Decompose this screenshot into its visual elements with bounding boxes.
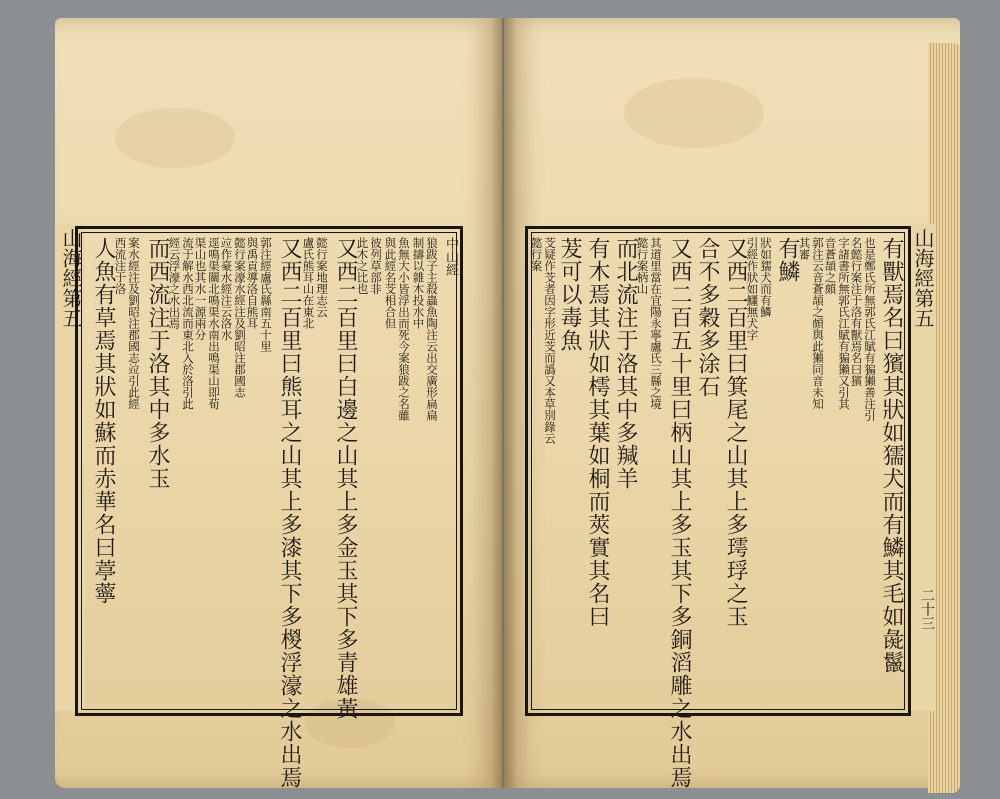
open-book: [55, 18, 960, 788]
right-main-col-2: 又西二百里曰箕尾之山其上多㻬琈之玉: [723, 237, 748, 628]
folio-number: 二十三: [919, 588, 935, 630]
left-note-2: 彼列草部非 此木之比也: [355, 237, 383, 295]
right-main-col-3: 合不多穀多涂石: [695, 237, 720, 398]
right-main-col-7: 茇可以毒魚: [557, 237, 582, 352]
left-note-1: 魚無大小皆浮出而死今案狼跋之名雖 與此經名芠相合但: [383, 237, 411, 421]
left-note-3: 懿行案地理志云 盧氏熊耳山在東北: [301, 237, 329, 329]
left-note-0: 狼跋子主殺蟲魚陶注云出交廣形扁扁 制擣以雜木投水中: [411, 237, 439, 421]
left-main-col-2: 人魚有草焉其狀如蘇而赤華名曰葶薴: [91, 237, 116, 605]
left-note-7: 流于解水西北流而東北入於洛引此 經云浮濠之水出焉: [167, 237, 195, 410]
right-main-col-6: 有木焉其狀如樗其葉如桐而莢實其名曰: [585, 237, 610, 628]
right-main-col-1: 有鱗: [775, 237, 800, 283]
left-note-5: 懿行案濠水經注及劉昭注郡國志 竝作豪水經注云洛水: [219, 237, 247, 398]
left-text-frame: [75, 226, 463, 789]
right-note-4: 狀如獳犬而有鱗 引經作狀如鱷無犬字: [745, 237, 773, 341]
right-center-band: [910, 224, 936, 711]
right-band-title: 山海經第五: [911, 228, 935, 328]
left-main-col-3: 而西流注于洛其中多水玉: [145, 237, 170, 490]
left-band-sub: 中山經: [443, 237, 458, 276]
right-main-col-0: 有獸焉名曰獱其狀如獳犬而有鱗其毛如彘鬣: [879, 237, 904, 674]
right-note-1: 字諸書所無郭氏江賦有猵獺又引其 音蒼頡之頗: [823, 237, 851, 410]
right-note-9: 其道里當在宜陽永寧盧氏三縣之境 懿行案柄山: [635, 237, 663, 410]
left-main-col-1: 又西二百里曰熊耳之山其上多漆其下多椶浮濠之水出焉: [277, 237, 302, 789]
right-note-2: 郭注云音蒼頡之頗與此獺同音未知 其審: [797, 237, 825, 410]
left-band-title: 山海經第五: [59, 228, 83, 328]
spine: [491, 18, 517, 788]
right-main-col-4: 又西二百五十里曰柄山其上多玉其下多銅滔雕之水出焉: [667, 237, 692, 789]
right-note-0: 也是鄭氏所無郭氏江賦有猵獺善注引 名懿行案注于洛有獸焉名曰獱: [849, 237, 877, 421]
right-text-frame: [525, 226, 911, 789]
right-main-col-5: 而北流注于洛其中多羬羊: [613, 237, 638, 490]
left-note-9: 案水經注及劉昭注郡國志竝引此經 西流注于洛: [113, 237, 141, 410]
left-note-6: 逕鳴渠關北鳴渠水南出鳴渠山即荀 渠山也其水一源兩分: [193, 237, 221, 410]
left-note-4: 郭注經盧氏縣南五十里 與禹貢導洛自熊耳: [245, 237, 273, 352]
left-main-col-0: 又西二百里曰白邊之山其上多金玉其下多青雄黃: [333, 237, 358, 720]
right-note-12: 芠疑作芠者因字形近芠而譌又本草別錄云 懿行案: [529, 237, 557, 444]
